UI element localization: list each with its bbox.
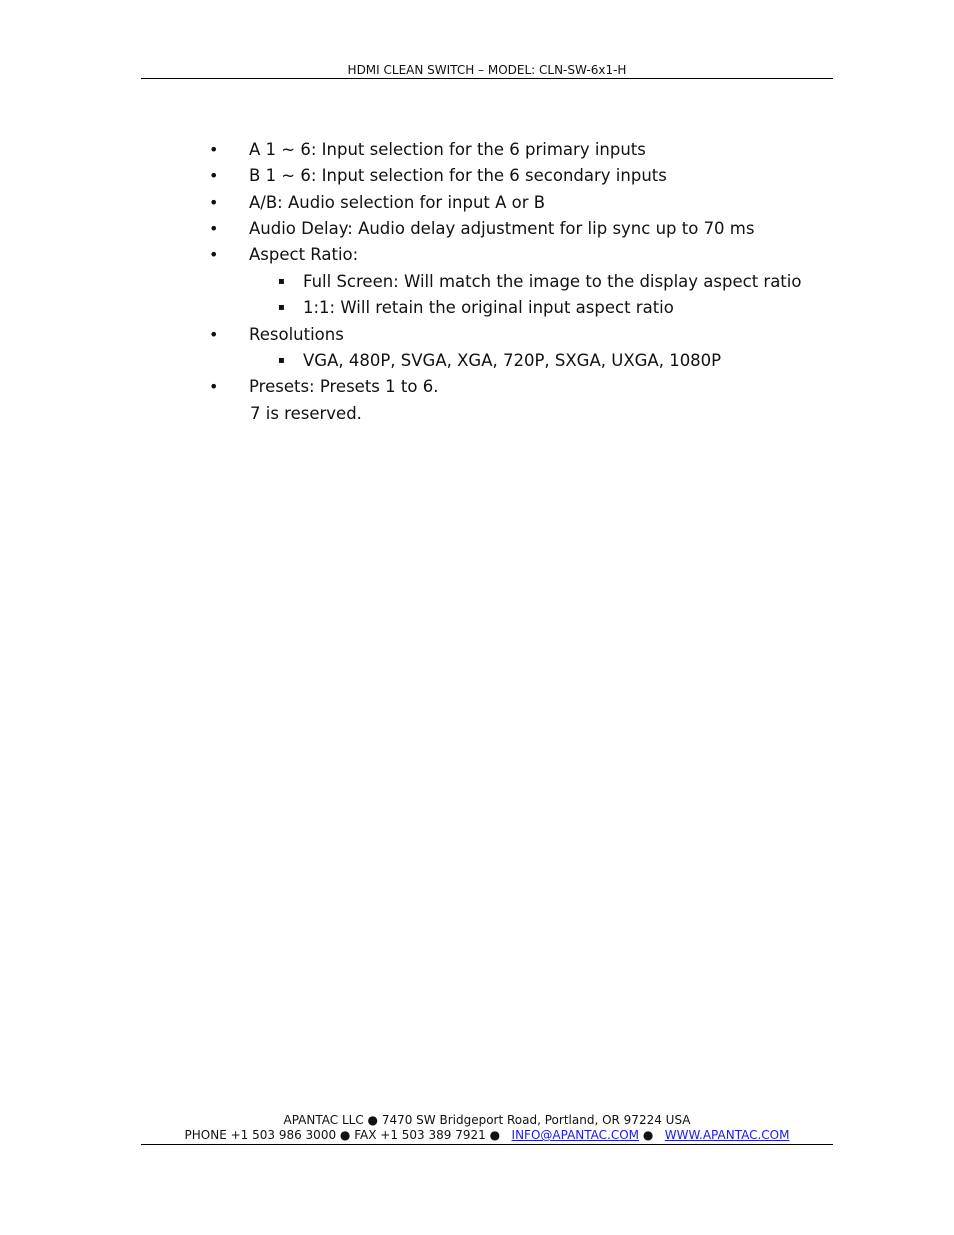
footer-separator: ● (367, 1113, 378, 1127)
list-item-text: Aspect Ratio: (249, 245, 359, 264)
footer-contact-line (141, 1128, 833, 1143)
list-item-text: Presets: Presets 1 to 6. (249, 377, 439, 396)
list-item-continuation (0, 403, 954, 425)
sub-list-item (0, 271, 954, 293)
header-divider (141, 78, 833, 79)
footer-phone: PHONE +1 503 986 3000 (184, 1128, 337, 1142)
sub-list-item-text: Full Screen: Will match the image to the display aspect ratio (303, 272, 802, 291)
list-item (0, 165, 954, 187)
footer-fax: FAX +1 503 389 7921 (354, 1128, 486, 1142)
footer-website-link[interactable]: WWW.APANTAC.COM (664, 1128, 790, 1142)
bullet-marker: • (209, 377, 219, 396)
footer-separator: ● (642, 1128, 654, 1142)
sub-list-item (0, 297, 954, 319)
sub-list-item (0, 350, 954, 372)
bullet-marker: • (209, 193, 219, 212)
list-item-text: Audio Delay: Audio delay adjustment for lip sync up to 70 ms (249, 219, 755, 238)
bullet-marker: • (209, 219, 219, 238)
list-item (0, 139, 954, 161)
sub-list-item-text: 1:1: Will retain the original input aspect ratio (303, 298, 674, 317)
list-item (0, 324, 954, 346)
list-item (0, 218, 954, 240)
footer-address: 7470 SW Bridgeport Road, Portland, OR 97224 USA (381, 1113, 691, 1127)
list-item (0, 376, 954, 398)
square-bullet-marker: ▪ (278, 302, 285, 313)
list-item-text: B 1 ~ 6: Input selection for the 6 secondary inputs (249, 166, 667, 185)
list-item (0, 192, 954, 214)
list-item-text: A/B: Audio selection for input A or B (249, 193, 546, 212)
page-header: HDMI CLEAN SWITCH – MODEL: CLN-SW-6x1-H (347, 63, 627, 77)
bullet-marker: • (209, 245, 219, 264)
footer-company: APANTAC LLC (283, 1113, 364, 1127)
list-item-continuation-text: 7 is reserved. (250, 404, 362, 423)
footer-separator: ● (339, 1128, 351, 1142)
footer-email-link[interactable]: INFO@APANTAC.COM (511, 1128, 640, 1142)
list-item (0, 244, 954, 266)
footer-separator: ● (489, 1128, 501, 1142)
square-bullet-marker: ▪ (278, 276, 285, 287)
square-bullet-marker: ▪ (278, 355, 285, 366)
list-item-text: A 1 ~ 6: Input selection for the 6 primary inputs (249, 140, 646, 159)
list-item-text: Resolutions (249, 325, 344, 344)
bullet-marker: • (209, 140, 219, 159)
footer-address-line (141, 1113, 833, 1128)
footer-divider (141, 1144, 833, 1145)
bullet-marker: • (209, 325, 219, 344)
bullet-marker: • (209, 166, 219, 185)
sub-list-item-text: VGA, 480P, SVGA, XGA, 720P, SXGA, UXGA, 1080P (303, 351, 722, 370)
